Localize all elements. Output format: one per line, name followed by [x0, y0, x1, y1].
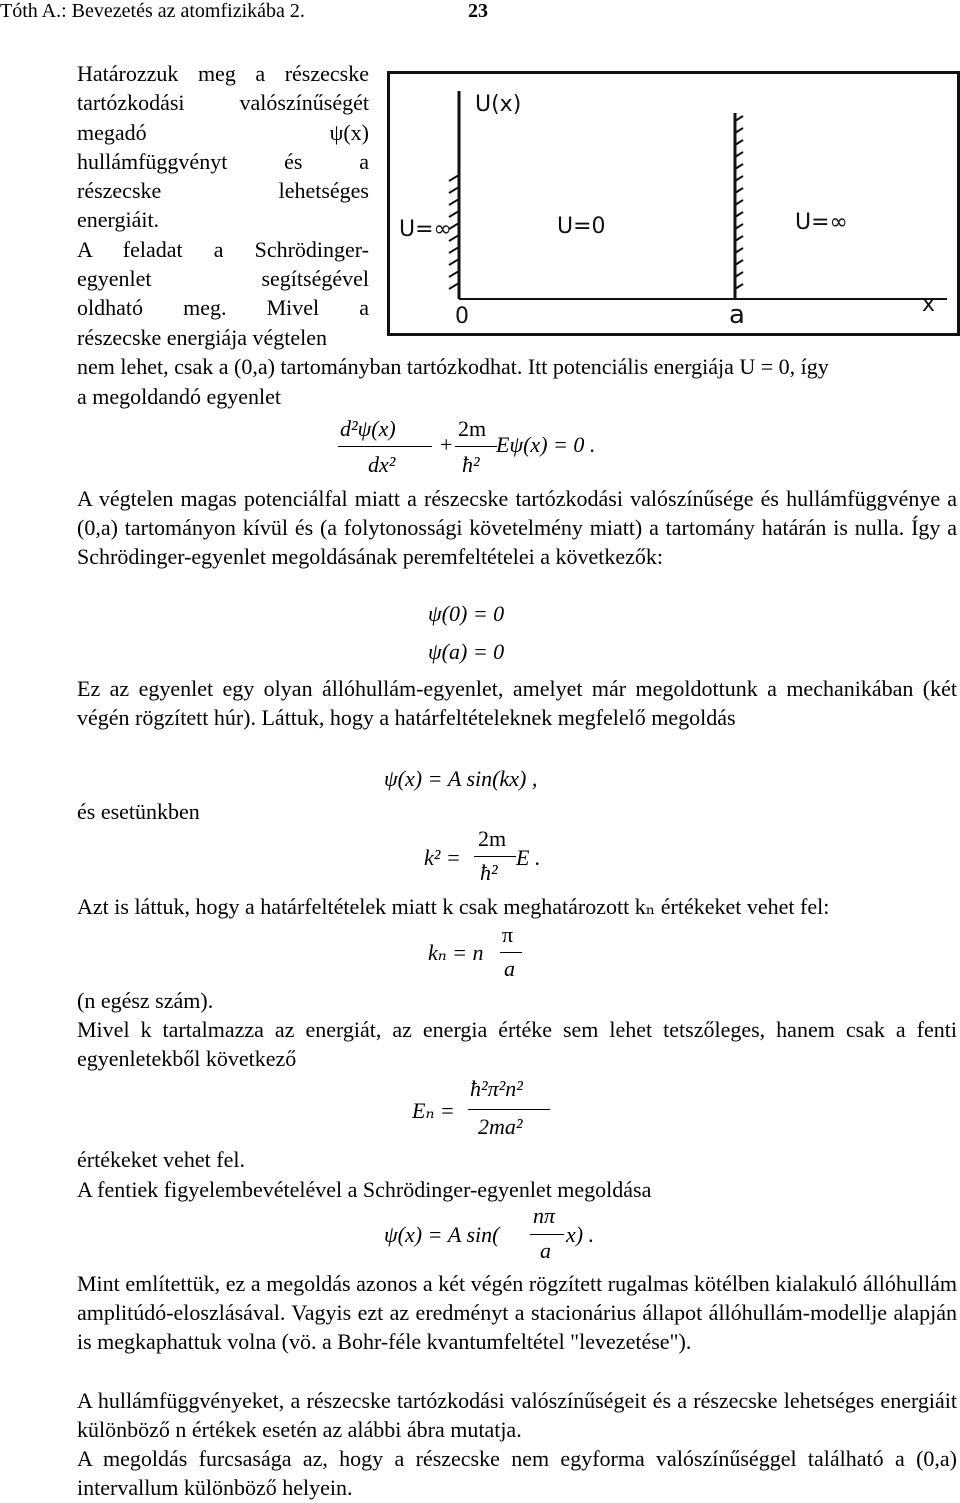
- eq-k-lhs: k² =: [424, 845, 461, 870]
- intro-line: megadó ψ(x): [77, 119, 369, 145]
- eq-num-d2psi: d²ψ(x): [340, 416, 396, 441]
- paragraph-es: és esetünkben: [77, 799, 200, 824]
- intro-line: tartózkodási valószínűségét: [77, 90, 369, 116]
- paragraph-n: (n egész szám).: [77, 988, 214, 1013]
- text-line: nem lehet, csak a (0,a) tartományban tartózkodhat. Itt potenciális energiája U = 0, így: [77, 354, 829, 379]
- running-title: Tóth A.: Bevezetés az atomfizikába 2.: [0, 0, 305, 22]
- eq-kn-den: a: [504, 956, 515, 981]
- figure-frame: [389, 73, 959, 335]
- a-label: a: [729, 300, 745, 330]
- intro-line: hullámfüggvényt és a: [77, 148, 369, 174]
- eq-solution-general: ψ(x) = A sin(kx) ,: [384, 766, 538, 791]
- page-number: 23: [468, 0, 488, 22]
- paragraph-mint: Mint említettük, ez a megoldás azonos a két végén rögzített rugalmas kötélben kialakuló állóhullám amplitúdó-eloszlásával. Vagyis ezt az eredményt a stacionárius állapot állóhullám-modellje alapján is megkaphattuk volna (vö. a Bohr-féle kvantumfeltétel "levezetése").: [77, 1271, 957, 1354]
- paragraph-kn: Azt is láttuk, hogy a határfeltételek miatt k csak meghatározott kₙ értékeket vehet fel:: [77, 894, 830, 919]
- middle-region-label: U=0: [557, 214, 606, 239]
- paragraph-solution: A fentiek figyelembevételével a Schrödinger-egyenlet megoldása: [77, 1177, 652, 1202]
- potential-well-figure: [387, 71, 960, 337]
- eq-en-den: 2ma²: [478, 1114, 523, 1139]
- ylabel-text: U(x): [475, 92, 522, 117]
- intro-line: A feladat a Schrödinger-: [77, 236, 369, 262]
- intro-text: [77, 59, 369, 352]
- paragraph-strange: A megoldás furcsasága az, hogy a részecske nem egyforma valószínűséggel található a (0,a) intervallum különböző helyein.: [77, 1446, 957, 1500]
- text-line: a megoldandó egyenlet: [77, 384, 282, 409]
- eq-psi-num: nπ: [533, 1203, 556, 1228]
- fraction-bar: [338, 446, 432, 447]
- fraction-bar: [500, 952, 522, 953]
- origin-label: 0: [455, 304, 469, 329]
- eq-kn-lhs: kₙ = n: [428, 940, 484, 965]
- fraction-bar: [530, 1234, 564, 1235]
- eq-psi-den: a: [540, 1238, 551, 1263]
- fraction-bar: [474, 856, 516, 857]
- eq-kn-num: π: [502, 922, 514, 947]
- paragraph-standing-wave: Ez az egyenlet egy olyan állóhullám-egyenlet, amelyet már megoldottunk a mechanikában (két végén rögzített húr). Láttuk, hogy a határfeltételeknek megfelelő megoldás: [77, 676, 957, 730]
- eq-den-hbar2: ħ²: [462, 452, 480, 477]
- eq-en-lhs: Eₙ =: [412, 1098, 455, 1123]
- eq-plus: +: [440, 432, 453, 457]
- eq-den-dx2: dx²: [368, 452, 396, 477]
- eq-k-num: 2m: [478, 826, 507, 851]
- intro-line: részecske lehetséges: [77, 178, 369, 204]
- boundary-condition-2: ψ(a) = 0: [428, 639, 505, 664]
- eq-rest: Eψ(x) = 0 .: [496, 432, 596, 457]
- x-label: x: [922, 292, 936, 317]
- intro-line: részecske energiája végtelen: [77, 324, 328, 350]
- intro-line: Határozzuk meg a részecske: [77, 61, 369, 86]
- eq-psi-lhs: ψ(x) = A sin(: [384, 1222, 500, 1247]
- intro-line: energiáit.: [77, 207, 160, 233]
- paragraph-energy: Mivel k tartalmazza az energiát, az energia értéke sem lehet tetszőleges, hanem csak a fenti egyenletekből következő: [77, 1017, 957, 1071]
- eq-en-num: ħ²π²n²: [470, 1076, 523, 1101]
- eq-k-den: ħ²: [480, 860, 498, 885]
- paragraph-figures: A hullámfüggvényeket, a részecske tartózkodási valószínűségeit és a részecske lehetséges energiáit különböző n értékek esetén az alábbi ábra mutatja.: [77, 1388, 957, 1442]
- paragraph-walls: A végtelen magas potenciálfal miatt a részecske tartózkodási valószínűsége és hullámfüggvénye a (0,a) tartományon kívül és (a folytonossági követelmény miatt) a tartomány határán is nulla. Így a Schrödinger-egyenlet megoldásának peremfeltételei a következők:: [77, 486, 957, 569]
- boundary-condition-1: ψ(0) = 0: [428, 601, 505, 626]
- fraction-bar: [468, 1109, 550, 1110]
- intro-line: oldható meg. Mivel a: [77, 295, 369, 321]
- eq-k-rhs: E .: [516, 845, 541, 870]
- eq-num-2m: 2m: [458, 416, 487, 441]
- left-region-label: U=∞: [399, 217, 452, 242]
- right-region-label: U=∞: [795, 210, 848, 235]
- eq-psi-rhs: x) .: [566, 1222, 595, 1247]
- intro-line: egyenlet segítségével: [77, 266, 369, 292]
- fraction-bar: [455, 446, 497, 447]
- paragraph-values: értékeket vehet fel.: [77, 1147, 245, 1172]
